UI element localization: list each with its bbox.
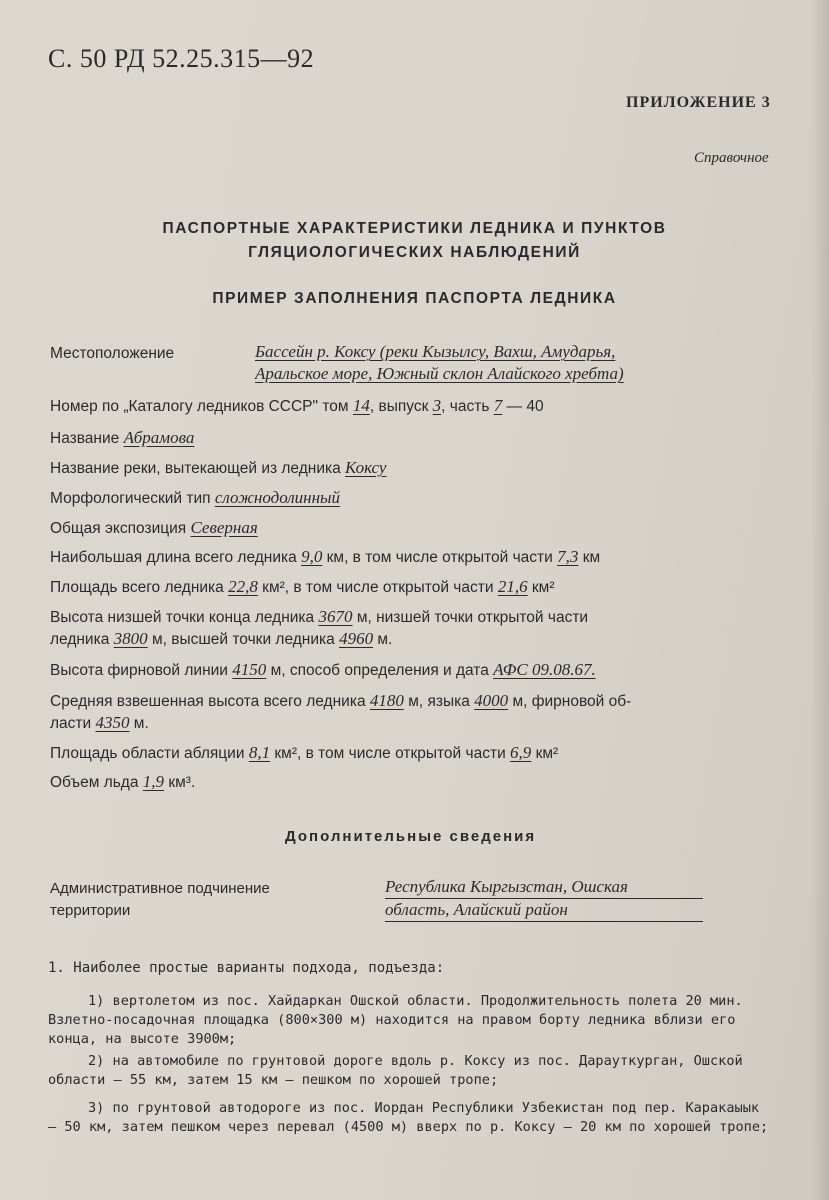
exposure-label: Общая экспозиция [50, 520, 187, 537]
length-label: Наибольшая длина всего ледника [50, 549, 297, 566]
ablation-mid: км², в том числе открытой части [274, 745, 506, 762]
location-row [50, 345, 174, 363]
location-value-1: Бассейн р. Коксу (реки Кызылсу, Вахш, Амударья, [255, 342, 616, 361]
river-label: Название реки, вытекающей из ледника [50, 460, 341, 477]
firn-line-method: АФС 09.08.67. [493, 660, 596, 679]
mean-height-mid: м, языка [408, 693, 470, 710]
morphology-label: Морфологический тип [50, 490, 211, 507]
access-heading: 1. Наиболее простые варианты подхода, подъезда: [48, 960, 445, 976]
catalog-issue: 3 [432, 396, 442, 415]
ablation-unit: км² [535, 745, 559, 762]
exposure-row [50, 518, 258, 538]
area-open-value: 21,6 [497, 577, 528, 596]
length-open-value: 7,3 [557, 547, 579, 566]
length-value: 9,0 [301, 547, 323, 566]
admin-value-1: Республика Кыргызстан, Ошская [385, 877, 703, 899]
ice-volume-unit: км³. [168, 774, 196, 791]
catalog-label: Номер по „Каталогу ледников СССР" том [50, 398, 349, 415]
catalog-part: 7 [493, 396, 503, 415]
ice-volume-row [50, 772, 195, 792]
catalog-part-label: , часть [441, 398, 490, 415]
area-mid: км², в том числе открытой части [262, 579, 494, 596]
area-value: 22,8 [228, 577, 258, 596]
ice-volume-value: 1,9 [142, 772, 165, 791]
name-label: Название [50, 430, 120, 447]
high-point-mid: м, высшей точки ледника [151, 631, 335, 648]
low-point-mid: м, низшей точки открытой части [356, 609, 589, 626]
access-item-2-text: 2) на автомобиле по грунтовой дороге вдоль р. Коксу из пос. Дарауткурган, Ошской области — 55 км, затем 15 км — пешком по хорошей тропе; [48, 1053, 743, 1088]
catalog-number: — 40 [506, 398, 544, 415]
access-item-3-text: 3) по грунтовой автодороге из пос. Иордан Республики Узбекистан под пер. Каракаыык — 50 км, затем пешком через перевал (4500 м) вверх по р. Коксу — 20 км по хорошей тропе; [48, 1100, 769, 1135]
low-point-row-2 [50, 629, 392, 649]
low-point-value: 3670 [318, 607, 353, 626]
admin-label-2: территории [50, 902, 131, 919]
firn-line-value: 4150 [232, 660, 267, 679]
firn-area-unit: м. [133, 715, 149, 732]
firn-line-mid: м, способ определения и дата [270, 662, 489, 679]
ablation-value: 8,1 [248, 743, 271, 762]
ablation-label: Площадь области абляции [50, 745, 245, 762]
mean-height-row-2 [50, 713, 149, 733]
tongue-height-value: 4000 [474, 691, 509, 710]
name-value: Абрамова [123, 428, 195, 447]
appendix-label: ПРИЛОЖЕНИЕ 3 [626, 94, 771, 111]
ablation-row [50, 743, 558, 763]
document-subtitle: ПРИМЕР ЗАПОЛНЕНИЯ ПАСПОРТА ЛЕДНИКА [212, 290, 617, 307]
length-row [50, 547, 600, 567]
river-value: Коксу [345, 458, 387, 477]
low-point-row [50, 607, 588, 627]
access-item-1 [48, 992, 774, 1049]
page-edge-shadow [811, 0, 829, 1200]
catalog-row [50, 396, 544, 416]
low-point-open-value: 3800 [113, 629, 148, 648]
name-row [50, 428, 194, 448]
river-row [50, 458, 386, 478]
area-row [50, 577, 555, 597]
high-point-unit: м. [377, 631, 393, 648]
mean-height-row [50, 691, 631, 711]
admin-value-2: область, Алайский район [385, 900, 703, 922]
morphology-row [50, 488, 340, 508]
location-label: Местоположение [50, 345, 175, 362]
mean-height-label-2: ласти [50, 715, 92, 732]
area-label: Площадь всего ледника [50, 579, 224, 596]
mean-height-label: Средняя взвешенная высота всего ледника [50, 693, 366, 710]
exposure-value: Северная [190, 518, 258, 537]
page-reference: С. 50 РД 52.25.315—92 [48, 44, 315, 73]
firn-area-height-value: 4350 [95, 713, 130, 732]
mean-height-value: 4180 [369, 691, 404, 710]
additional-heading: Дополнительные сведения [285, 828, 537, 845]
length-unit: км [582, 549, 601, 566]
document-title-line1: ПАСПОРТНЫЕ ХАРАКТЕРИСТИКИ ЛЕДНИКА И ПУНКТОВ [162, 220, 667, 237]
access-item-2 [48, 1052, 774, 1090]
access-item-1-text: 1) вертолетом из пос. Хайдаркан Ошской области. Продолжительность полета 20 мин. Взлетно-посадочная площадка (800×300 м) находится на правом борту ледника вблизи его конца, на высоте 3900м; [48, 993, 743, 1047]
catalog-issue-label: , выпуск [369, 398, 429, 415]
catalog-volume: 14 [352, 396, 370, 415]
mean-height-mid-2: м, фирновой об- [512, 693, 632, 710]
document-title-line2: ГЛЯЦИОЛОГИЧЕСКИХ НАБЛЮДЕНИЙ [248, 244, 581, 261]
firn-line-row [50, 660, 596, 680]
ice-volume-label: Объем льда [50, 774, 139, 791]
ablation-open-value: 6,9 [510, 743, 532, 762]
location-value-2: Аральское море, Южный склон Алайского хребта) [255, 364, 624, 383]
appendix-type: Справочное [694, 150, 769, 166]
area-unit: км² [531, 579, 555, 596]
length-mid: км, в том числе открытой части [326, 549, 553, 566]
access-item-3 [48, 1099, 774, 1137]
admin-label-1: Административное подчинение [50, 880, 270, 897]
firn-line-label: Высота фирновой линии [50, 662, 228, 679]
morphology-value: сложнодолинный [214, 488, 341, 507]
low-point-label-2: ледника [50, 631, 110, 648]
high-point-value: 4960 [339, 629, 374, 648]
low-point-label: Высота низшей точки конца ледника [50, 609, 315, 626]
